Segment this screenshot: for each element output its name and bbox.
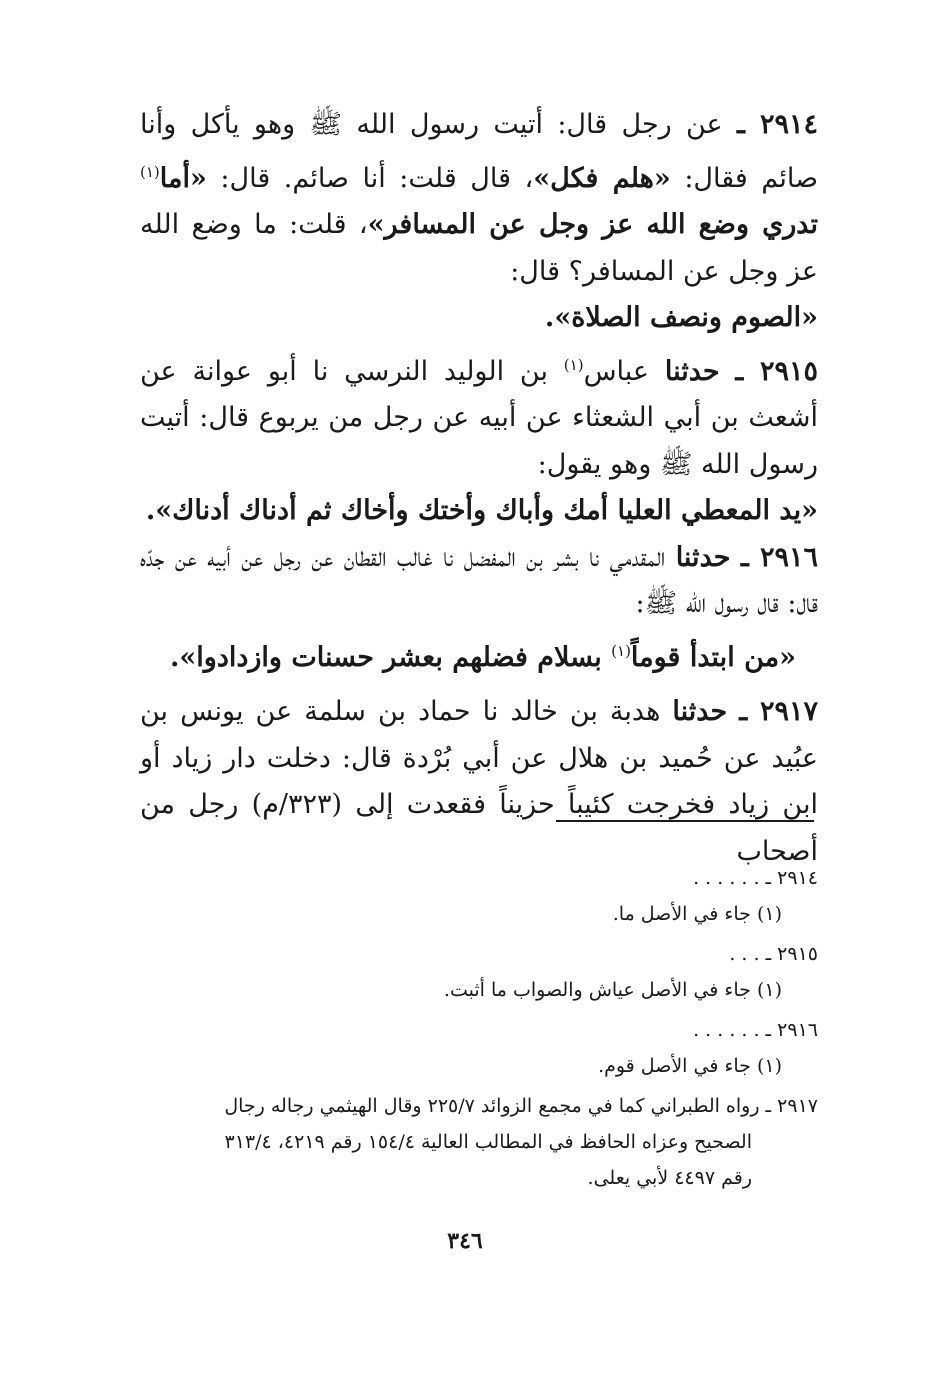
hadith-number: ٢٩١٦ ـ xyxy=(740,541,819,573)
hadith-number: ٢٩١٤ ـ xyxy=(736,109,819,140)
hadith-quote: «هلم فكل» xyxy=(533,162,671,194)
hadith-2917 xyxy=(140,689,818,875)
hadith-2915 xyxy=(140,342,818,489)
footnote-marker: (١) xyxy=(140,162,160,181)
main-text xyxy=(140,102,818,875)
note-2914-1: (١) جاء في الأصل ما. xyxy=(612,903,782,925)
note-2917-line2: الصحيح وعزاه الحافظ في المطالب العالية ١٥٤/٤ رقم ٤٢١٩، ٣١٣/٤ xyxy=(224,1131,752,1153)
hadith-matn-part: بسلام فضلهم بعشر حسنات وازدادوا». xyxy=(170,641,612,673)
page-number: ٣٤٦ xyxy=(447,1228,483,1254)
haddathana: حدثنا xyxy=(675,541,731,573)
hadith-text: ، قال قلت: أنا صائم. قال: xyxy=(206,162,534,194)
note-ref-2915: ٢٩١٥ ـ . . . xyxy=(729,943,818,965)
hadith-isnad: المقدمي نا بشر بن المفضل نا غالب القطان عن رجل عن أبيه عن جدّه قال: قال رسول الله ﷺ: xyxy=(140,541,818,619)
hadith-matn-part: «من ابتدأ قوماً xyxy=(630,641,796,673)
note-ref-2916: ٢٩١٦ ـ . . . . . . xyxy=(693,1019,818,1041)
footnote-divider xyxy=(556,820,814,822)
hadith-2916 xyxy=(140,535,818,628)
haddathana: حدثنا xyxy=(664,355,720,387)
hadith-number: ٢٩١٥ ـ xyxy=(735,355,818,387)
hadith-matn xyxy=(140,628,818,682)
hadith-isnad: عن رجل قال: أتيت رسول الله ﷺ وهو يأكل وأنا صائم فقال: xyxy=(140,109,818,194)
hadith-2914 xyxy=(140,102,818,295)
note-2915-1: (١) جاء في الأصل عياش والصواب ما أثبت. xyxy=(443,979,782,1001)
footnote-marker: (١) xyxy=(611,641,631,660)
hadith-matn: «الصوم ونصف الصلاة». xyxy=(544,302,818,333)
hadith-number: ٢٩١٧ ـ xyxy=(739,696,818,727)
hadith-isnad: عباس xyxy=(583,355,665,387)
note-2917-line3: رقم ٤٤٩٧ لأبي يعلى. xyxy=(587,1167,752,1189)
hadith-isnad: بن الوليد النرسي نا أبو عوانة عن أشعث بن أبي الشعثاء عن أبيه عن رجل من يربوع قال: أتيت رسول الله ﷺ وهو يقول: xyxy=(140,355,818,480)
hadith-quote: «أما xyxy=(159,162,207,194)
note-ref-2914: ٢٩١٤ ـ . . . . . . xyxy=(693,867,818,889)
hadith-isnad: هدبة بن خالد نا حماد بن سلمة عن يونس بن عبُيد عن حُميد بن هلال عن أبي بُرْدة قال: دخلت دار زياد أو ابن زياد فخرجت كئيباً حزيناً فقعدت إلى (٣٢٣/م) رجل من أصحاب xyxy=(140,696,818,867)
note-2917-line1: ٢٩١٧ ـ رواه الطبراني كما في مجمع الزوائد ٢٢٥/٧ وقال الهيثمي رجاله رجال xyxy=(224,1095,818,1117)
hadith-quote: تدري وضع الله عز وجل عن المسافر» xyxy=(367,209,818,240)
hadith-text: ، قلت: ما وضع الله عز وجل عن المسافر؟ قال: xyxy=(140,209,818,287)
note-2916-1: (١) جاء في الأصل قوم. xyxy=(598,1055,782,1077)
haddathana: حدثنا xyxy=(672,696,728,727)
hadith-matn: «يد المعطي العليا أمك وأباك وأختك وأخاك ثم أدناك أدناك». xyxy=(145,495,818,526)
footnote-marker: (١) xyxy=(563,355,584,374)
footnotes xyxy=(138,860,818,1196)
